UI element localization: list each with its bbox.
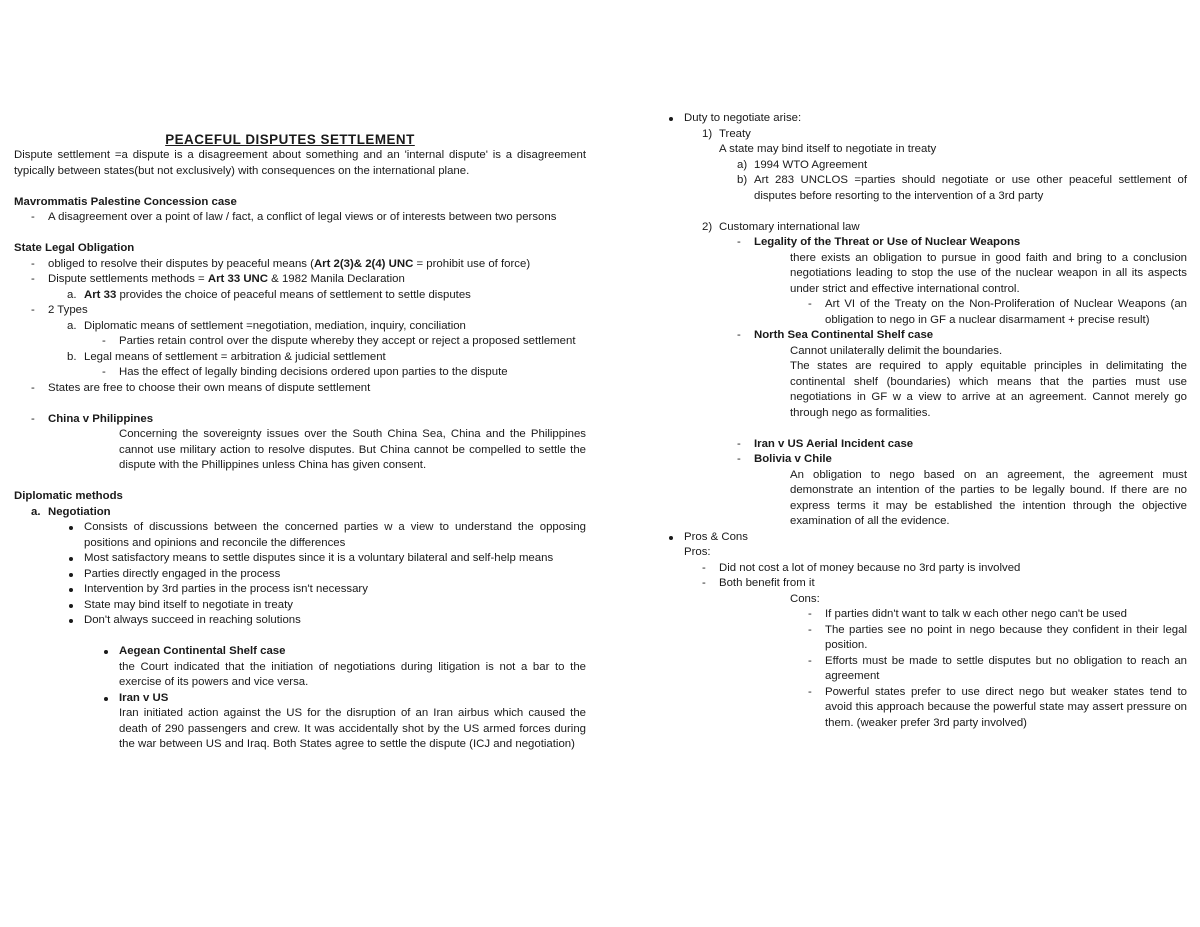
pros-label: Pros:	[684, 546, 711, 558]
case-text: there exists an obligation to pursue in good faith and bring to a conclusion negotiations leading to stop the use of the nuclear weapon in all its aspects under strict and effective international control.	[790, 251, 1187, 295]
negotiation-heading: Negotiation	[48, 505, 111, 518]
item-text: provides the choice of peaceful means of settlement to settle disputes	[116, 288, 471, 301]
list-item	[737, 173, 1187, 204]
list-item	[84, 613, 586, 629]
dash-marker: -	[31, 412, 35, 425]
item-text: Powerful states prefer to use direct nego but weaker states tend to avoid this approach because the powerful state may assert pressure on them. (weaker prefer 3rd party involved)	[825, 685, 1187, 729]
list-item	[102, 334, 586, 350]
item-text: Intervention by 3rd parties in the process isn't necessary	[84, 583, 368, 595]
letter-marker: a.	[31, 505, 41, 518]
item-text: Parties retain control over the dispute whereby they accept or reject a proposed settlement	[119, 335, 576, 347]
item-text: Did not cost a lot of money because no 3rd party is involved	[719, 561, 1021, 574]
case-text: The states are required to apply equitable principles in delimitating the continental shelf (boundaries) which means that the parties must use negotiations in GF w a view to arrive at an agreement. Cannot merely go through nego as formalities.	[790, 360, 1187, 419]
bullet-dot	[669, 117, 673, 121]
dash-marker: -	[808, 623, 812, 636]
item-bold: Art 33 UNC	[207, 273, 269, 285]
list-item	[102, 365, 586, 381]
item-text: The parties see no point in nego because they confident in their legal position.	[825, 623, 1187, 651]
item-bold: Art 2(3)& 2(4) UNC	[313, 257, 414, 270]
item-text: obliged to resolve their disputes by peaceful means (	[48, 257, 314, 270]
list-item	[31, 257, 586, 273]
list-item	[31, 210, 586, 226]
case-heading: Legality of the Threat or Use of Nuclear Weapons	[754, 236, 1021, 248]
item-text: = prohibit use of force)	[413, 257, 531, 270]
list-item	[31, 272, 586, 288]
dash-marker: -	[737, 236, 741, 248]
list-item	[684, 111, 1187, 127]
bullet-dot	[69, 619, 73, 623]
case-heading: Bolivia v Chile	[754, 453, 832, 465]
case-text: Concerning the sovereignty issues over the South China Sea, China and the Philippines cannot use military action to resolve disputes. But China cannot be compelled to settle the dispute with the Phillippines unless China has given consent.	[119, 428, 586, 471]
negotiation-bullets	[14, 520, 586, 629]
item-text: Diplomatic means of settlement =negotiation, mediation, inquiry, conciliation	[84, 319, 466, 332]
mavrommatis-heading: Mavrommatis Palestine Concession case	[14, 195, 237, 208]
item-text: Has the effect of legally binding decisions ordered upon parties to the dispute	[119, 366, 508, 378]
list-item	[737, 235, 1187, 251]
item-text: If parties didn't want to talk w each other nego can't be used	[825, 608, 1127, 620]
item-text: Treaty	[719, 127, 751, 140]
dash-marker: -	[737, 453, 741, 465]
list-item	[67, 319, 586, 335]
case-heading: China v Philippines	[48, 412, 154, 425]
dash-marker: -	[702, 577, 706, 589]
dash-marker: -	[702, 561, 706, 574]
list-item	[702, 576, 1187, 592]
dash-marker: -	[808, 654, 812, 667]
list-item	[31, 505, 586, 521]
list-item	[84, 598, 586, 614]
list-item	[67, 350, 586, 366]
list-item	[808, 607, 1187, 623]
dash-marker: -	[31, 381, 35, 394]
item-bold: Art 33	[84, 288, 117, 301]
dash-marker: -	[102, 366, 106, 378]
bullet-dot	[669, 536, 673, 540]
left-column	[14, 131, 586, 753]
case-heading: North Sea Continental Shelf case	[754, 329, 934, 341]
list-item	[737, 328, 1187, 344]
bullet-dot	[69, 573, 73, 577]
list-item	[808, 297, 1187, 328]
item-text: Pros & Cons	[684, 530, 748, 543]
item-text: Consists of discussions between the concerned parties w a view to understand the opposing positions and opinions and reconcile the differences	[84, 521, 586, 549]
state-legal-heading: State Legal Obligation	[14, 242, 135, 254]
item-text: A state may bind itself to negotiate in treaty	[719, 143, 937, 155]
item-text: Duty to negotiate arise:	[684, 112, 802, 124]
list-item	[808, 654, 1187, 685]
item-text: Art 283 UNCLOS =parties should negotiate or use other peaceful settlement of disputes before resorting to the intervention of a 3rd party	[754, 174, 1187, 202]
item-text: Both benefit from it	[719, 577, 815, 589]
dash-marker: -	[737, 329, 741, 341]
number-marker: 2)	[702, 220, 713, 233]
number-marker: 1)	[702, 127, 713, 140]
item-text: Don't always succeed in reaching solutions	[84, 614, 301, 626]
list-item	[84, 551, 586, 567]
list-item	[808, 623, 1187, 654]
dash-marker: -	[102, 335, 106, 347]
case-heading: Iran v US	[119, 691, 169, 704]
list-item	[737, 437, 1187, 453]
mavrommatis-item: A disagreement over a point of law / fact, a conflict of legal views or of interests between two persons	[48, 211, 557, 223]
letter-marker: a)	[737, 158, 748, 171]
letter-marker: b.	[67, 350, 77, 363]
list-item	[737, 158, 1187, 174]
case-text: the Court indicated that the initiation of negotiations during litigation is not a bar to the exercise of its powers and vice versa.	[119, 660, 586, 688]
bullet-dot	[69, 557, 73, 561]
item-text: 2 Types	[48, 304, 88, 316]
letter-marker: b)	[737, 174, 748, 186]
list-item	[808, 685, 1187, 732]
item-text: State may bind itself to negotiate in treaty	[84, 598, 293, 611]
bullet-dot	[104, 697, 108, 701]
item-text: Legal means of settlement = arbitration & judicial settlement	[84, 350, 386, 363]
cons-label: Cons:	[790, 592, 820, 605]
item-text: Art VI of the Treaty on the Non-Proliferation of Nuclear Weapons (an obligation to nego in GF a nuclear disarmament + precise result)	[825, 298, 1187, 326]
page-title: PEACEFUL DISPUTES SETTLEMENT	[165, 132, 415, 147]
dash-marker: -	[737, 437, 741, 450]
list-item	[119, 691, 586, 707]
intro-paragraph: Dispute settlement =a dispute is a disagreement about something and an 'internal dispute' is a disagreement typically between states(but not exclusively) with consequences on the international plane.	[14, 149, 586, 177]
bullet-dot	[104, 650, 108, 654]
right-column	[664, 111, 1187, 731]
dash-marker: -	[808, 298, 812, 310]
list-item	[119, 644, 586, 660]
dash-marker: -	[31, 257, 35, 270]
dash-marker: -	[808, 608, 812, 620]
item-text: 1994 WTO Agreement	[754, 158, 868, 171]
item-text: States are free to choose their own means of dispute settlement	[48, 381, 371, 394]
letter-marker: a.	[67, 288, 77, 301]
list-item	[67, 288, 586, 304]
item-text: Efforts must be made to settle disputes but no obligation to reach an agreement	[825, 654, 1187, 682]
list-item	[702, 561, 1187, 577]
letter-marker: a.	[67, 319, 77, 332]
list-item	[31, 381, 586, 397]
diplomatic-heading: Diplomatic methods	[14, 490, 123, 502]
list-item	[702, 220, 1187, 236]
dash-marker: -	[31, 273, 35, 285]
case-heading: Aegean Continental Shelf case	[119, 645, 286, 657]
list-item	[84, 567, 586, 583]
item-text: & 1982 Manila Declaration	[268, 273, 405, 285]
list-item	[702, 127, 1187, 143]
list-item	[684, 530, 1187, 546]
list-item	[84, 582, 586, 598]
item-text: Dispute settlements methods =	[48, 273, 208, 285]
case-text: An obligation to nego based on an agreement, the agreement must demonstrate an intention of the parties to be legally bound. If there are no express terms it may be established the intention through the objective examination of all the evidence.	[790, 468, 1187, 527]
item-text: Most satisfactory means to settle disputes since it is a voluntary bilateral and self-help means	[84, 552, 554, 564]
list-item	[31, 303, 586, 319]
list-item	[31, 412, 586, 428]
case-heading: Iran v US Aerial Incident case	[754, 437, 914, 450]
bullet-dot	[69, 526, 73, 530]
bullet-dot	[69, 604, 73, 608]
item-text: Parties directly engaged in the process	[84, 567, 281, 580]
case-text: Iran initiated action against the US for the disruption of an Iran airbus which caused the death of 290 passengers and crew. It was accidentally shot by the US armed forces during the war between US and Iraq. Both States agree to settle the dispute (ICJ and negotiation)	[119, 707, 586, 750]
list-item	[737, 452, 1187, 468]
dash-marker: -	[31, 304, 35, 316]
bullet-dot	[69, 588, 73, 592]
list-item	[84, 520, 586, 551]
item-text: Customary international law	[719, 220, 860, 233]
dash-marker: -	[808, 685, 812, 698]
dash-marker: -	[31, 211, 35, 223]
case-text: Cannot unilaterally delimit the boundaries.	[790, 344, 1003, 357]
